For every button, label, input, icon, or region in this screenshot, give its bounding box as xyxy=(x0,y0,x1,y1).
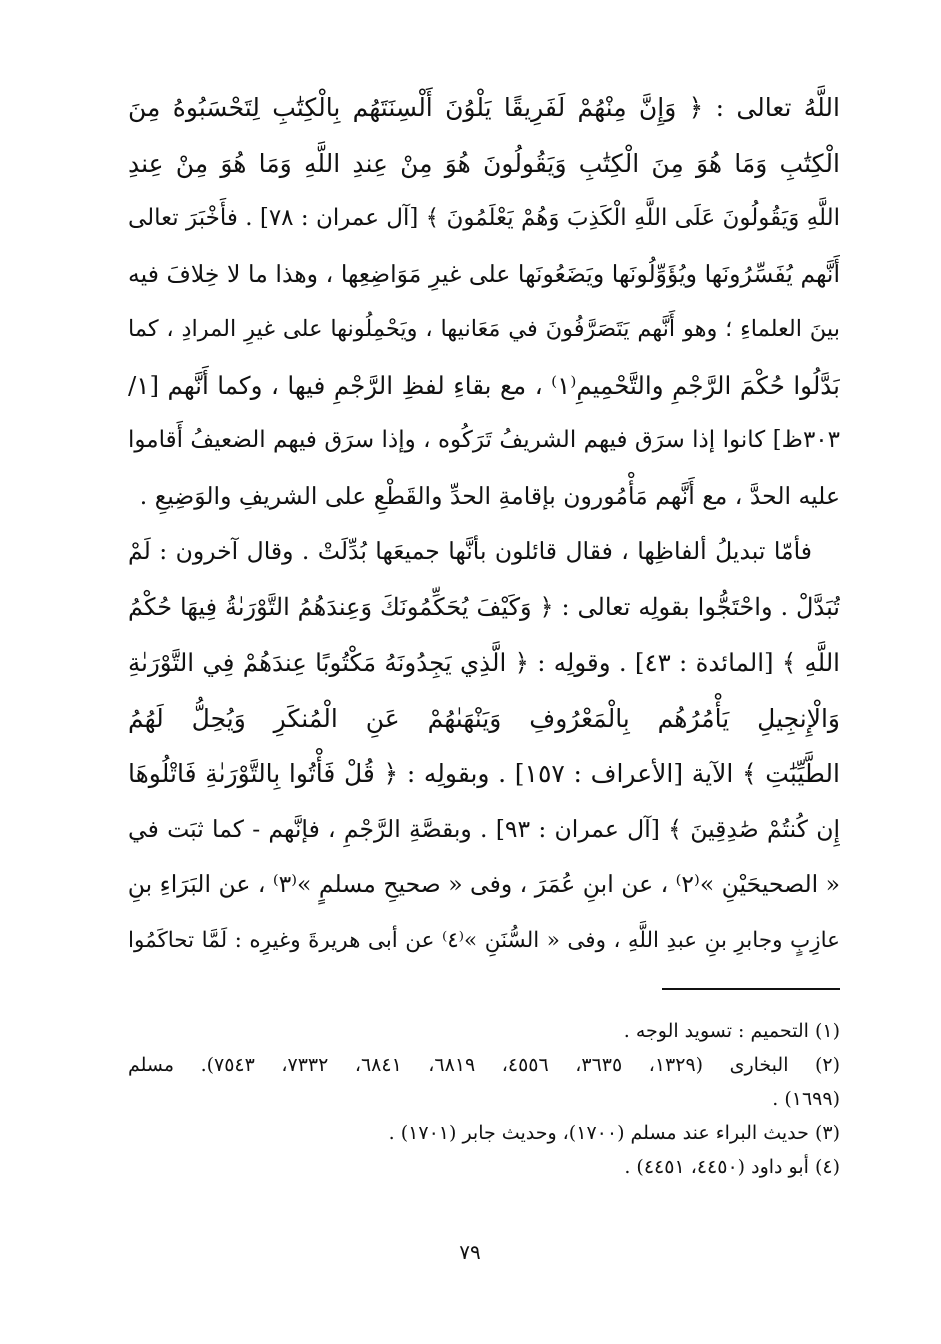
text-line: الْكِتَٰبِ وَمَا هُوَ مِنَ الْكِتَٰبِ وَيَقُولُونَ هُوَ مِنْ عِندِ اللَّهِ وَمَا هُوَ مِنْ عِندِ xyxy=(128,148,840,178)
footnote-separator xyxy=(662,988,840,990)
text-line: إِن كُنتُمْ صَٰدِقِينَ ﴾ [آل عمران : ٩٣] . وبقصَّةِ الرَّجْمِ ، فإنَّهم - كما ثبَت في xyxy=(128,814,840,843)
paragraph-1 xyxy=(128,80,840,524)
text-line: الطَّيِّبَٰتِ ﴾ الآية [الأعراف : ١٥٧] . وبقولِه : ﴿ قُلْ فَأْتُوا بِالتَّوْرَىٰةِ فَاتْلُوهَا xyxy=(128,759,840,788)
footnote: (٢) البخارى (١٣٢٩، ٣٦٣٥، ٤٥٥٦، ٦٨١٩، ٦٨٤١، ٧٣٣٢، ٧٥٤٣). مسلم xyxy=(128,1054,840,1076)
text-line: « الصحيحَيْنِ »⁽٢⁾ ، عن ابنِ عُمَرَ ، وفى « صحيحِ مسلمٍ »⁽٣⁾ ، عن البَرَاءِ بنِ xyxy=(128,870,840,898)
footnote: (٤) أبو داود (٤٤٥٠، ٤٤٥١) . xyxy=(624,1156,840,1178)
text-line: عازِبٍ وجابرِ بنِ عبدِ اللَّهِ ، وفى « السُّنَنِ »⁽٤⁾ عن أبى هريرةَ وغيرِه : لَمَّا تحاكَمُوا xyxy=(128,927,840,953)
paragraph-2 xyxy=(128,524,840,968)
text-line: وَالْإِنجِيلِ يَأْمُرُهُم بِالْمَعْرُوفِ وَيَنْهَىٰهُمْ عَنِ الْمُنكَرِ وَيُحِلُّ لَهُمُ xyxy=(128,703,840,733)
text-line: بينَ العلماءِ ؛ وهو أَنَّهم يَتَصَرَّفُونَ في مَعَانيها ، ويَحْمِلُونها على غيرِ المرادِ ، كما xyxy=(128,316,840,342)
text-line: اللَّهِ وَيَقُولُونَ عَلَى اللَّهِ الْكَذِبَ وَهُمْ يَعْلَمُونَ ﴾ [آل عمران : ٧٨] . فأَخْبَرَ تعالى xyxy=(128,205,840,231)
text-line: عليه الحدَّ ، مع أَنَّهم مَأْمُورون بإقامةِ الحدِّ والقَطْعِ على الشريفِ والوَضِيعِ . xyxy=(139,481,840,510)
text-line: اللَّهِ ﴾ [المائدة : ٤٣] . وقولِه : ﴿ الَّذِي يَجِدُونَهُ مَكْتُوبًا عِندَهُمْ فِي التَّوْرَىٰةِ xyxy=(128,648,840,677)
text-line: أَنَّهم يُفَسِّرُونَها ويُؤَوِّلُونَها ويَضَعُونَها على غيرِ مَوَاضِعِها ، وهذا ما لا خِلافَ فيه xyxy=(128,259,840,288)
text-line: اللَّهُ تعالى : ﴿ وَإِنَّ مِنْهُمْ لَفَرِيقًا يَلْوُنَ أَلْسِنَتَهُم بِالْكِتَٰبِ لِتَحْسَبُوهُ مِنَ xyxy=(128,93,840,122)
footnote-continuation: (١٦٩٩) . xyxy=(772,1088,840,1110)
text-line: بَدَّلُوا حُكْمَ الرَّجْمِ والتَّحْمِيمِ⁽١⁾ ، مع بقاءِ لفظِ الرَّجْمِ فيها ، وكما أَنَّهم [١/ xyxy=(128,370,840,400)
page-number: ٧٩ xyxy=(459,1240,481,1264)
text-line: تُبَدَّلْ . واحْتَجُّوا بقولِه تعالى : ﴿ وَكَيْفَ يُحَكِّمُونَكَ وَعِندَهُمُ التَّوْرَىٰةُ فِيهَا حُكْمُ xyxy=(128,592,840,621)
footnotes xyxy=(128,1014,840,1184)
text-line: ٣٠٣ظ] كانوا إذا سرَق فيهم الشريفُ تَرَكُوه ، وإذا سرَق فيهم الضعيفُ أَقاموا xyxy=(128,427,840,453)
footnote: (٣) حديث البراء عند مسلم (١٧٠٠)، وحديث جابر (١٧٠١) . xyxy=(388,1122,840,1144)
footnote: (١) التحميم : تسويد الوجه . xyxy=(623,1020,840,1042)
text-line: فأمّا تبديلُ ألفاظِها ، فقال قائلون بأنَّها جميعَها بُدِّلَتْ . وقال آخرون : لَمْ xyxy=(128,537,812,565)
